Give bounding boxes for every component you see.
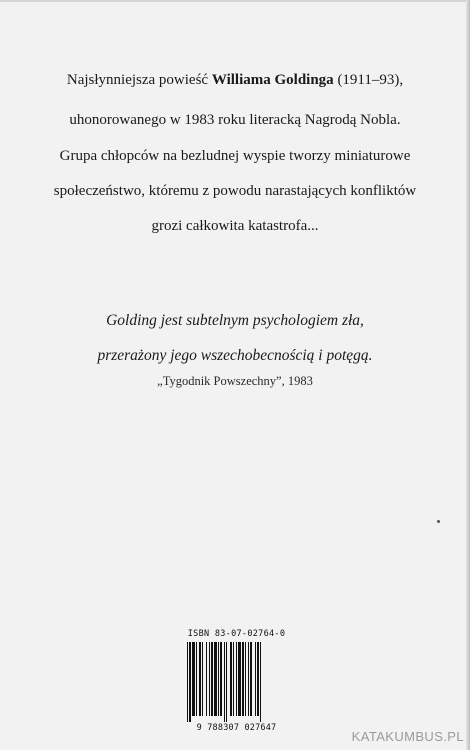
blurb-paragraph-1 bbox=[40, 70, 430, 130]
print-speck bbox=[437, 520, 440, 523]
blurb-line-2: uhonorowanego w 1983 roku literacką Nagrodą Nobla. bbox=[69, 112, 401, 128]
blurb-line-3: Grupa chłopców na bezludnej wyspie tworzy miniaturowe bbox=[59, 148, 411, 164]
cover-right-edge bbox=[466, 0, 470, 750]
blurb-line-5: grozi całkowita katastrofa... bbox=[151, 218, 319, 234]
review-quote-line-1: Golding jest subtelnym psychologiem zła, bbox=[106, 312, 364, 329]
barcode-icon bbox=[186, 642, 290, 722]
blurb-paragraph-2 bbox=[40, 146, 430, 251]
author-dates: (1911–93), bbox=[333, 72, 404, 88]
isbn-label: ISBN 83-07-02764-0 bbox=[187, 629, 286, 639]
blurb-prefix: Najsłynniejsza powieść bbox=[66, 72, 212, 88]
author-name: Williama Goldinga bbox=[211, 72, 334, 88]
review-quote-line-2: przerażony jego wszechobecnością i potęgą. bbox=[97, 347, 373, 364]
blurb-line-4: społeczeństwo, któremu z powodu narastających konfliktów bbox=[53, 183, 417, 199]
isbn-barcode-block bbox=[180, 628, 293, 740]
blurb-line-1 bbox=[40, 70, 430, 90]
review-source: „Tygodnik Powszechny”, 1983 bbox=[157, 374, 313, 388]
barcode-digits: 9 788307 027647 bbox=[196, 723, 277, 733]
watermark-text: KATAKUMBUS.PL bbox=[351, 729, 464, 744]
top-edge bbox=[0, 0, 470, 2]
